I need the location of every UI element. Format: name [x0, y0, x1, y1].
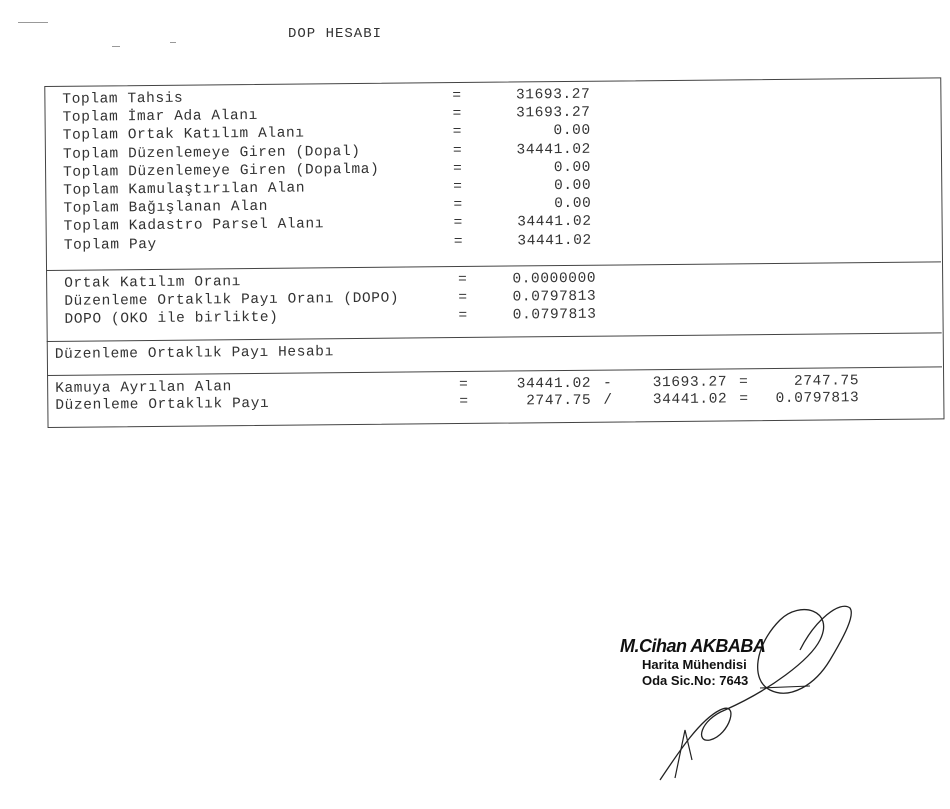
equals-sign: =	[459, 376, 469, 394]
row-label: Toplam Bağışlanan Alan	[63, 199, 269, 218]
row-value: 0.0797813	[512, 306, 597, 324]
engineer-title: Harita Mühendisi	[642, 657, 747, 672]
equals-sign: =	[739, 391, 749, 408]
totals-section	[44, 49, 942, 254]
row-value: 34441.02	[516, 141, 591, 159]
row-label: Düzenleme Ortaklık Payı	[55, 395, 270, 414]
scan-speck	[170, 42, 176, 43]
row-label: Toplam İmar Ada Alanı	[62, 108, 258, 127]
row-label: Toplam Pay	[63, 236, 157, 254]
result: 0.0797813	[775, 390, 860, 407]
row-value: 34441.02	[517, 214, 592, 231]
calculation-table	[44, 49, 945, 426]
equals-sign: =	[453, 197, 463, 214]
row-value: 0.0797813	[512, 288, 597, 306]
row-label: Toplam Kamulaştırılan Alan	[63, 180, 306, 199]
equals-sign: =	[458, 289, 468, 307]
row-label: Toplam Tahsis	[62, 90, 184, 108]
operator: /	[603, 392, 613, 409]
operand-a: 2747.75	[526, 392, 592, 410]
row-value: 34441.02	[517, 232, 592, 250]
row-label: Toplam Kadastro Parsel Alanı	[63, 216, 325, 236]
equals-sign: =	[453, 160, 463, 177]
row-value: 0.00	[553, 123, 591, 140]
row-value: 0.00	[553, 159, 592, 176]
row-label: Ortak Katılım Oranı	[64, 274, 241, 292]
equals-sign: =	[453, 233, 464, 250]
operator: -	[603, 375, 613, 392]
scan-speck	[112, 46, 120, 47]
row-value: 31693.27	[516, 104, 591, 122]
equals-sign: =	[452, 124, 463, 141]
equals-sign: =	[452, 87, 462, 105]
row-label: Toplam Düzenlemeye Giren (Dopalma)	[63, 161, 380, 181]
engineer-name: M.Cihan AKBABA	[620, 636, 766, 656]
equals-sign: =	[739, 374, 749, 391]
scan-speck	[18, 22, 48, 23]
page-title: DOP HESABI	[288, 26, 383, 42]
row-label: DOPO (OKO ile birlikte)	[64, 309, 279, 328]
row-label: Toplam Ortak Katılım Alanı	[62, 125, 305, 145]
operand-b: 34441.02	[652, 391, 728, 409]
signature-block	[620, 636, 765, 689]
operand-a: 34441.02	[516, 375, 592, 393]
row-value: 0.00	[553, 177, 592, 195]
row-label: Toplam Düzenlemeye Giren (Dopal)	[62, 143, 361, 163]
equals-sign: =	[453, 178, 463, 196]
row-label: Kamuya Ayrılan Alan	[55, 379, 232, 397]
registration-number: Oda Sic.No: 7643	[642, 673, 749, 688]
equals-sign: =	[459, 393, 469, 411]
section-heading: Düzenleme Ortaklık Payı Hesabı	[54, 344, 334, 363]
row-value: 0.00	[554, 195, 592, 213]
row-value: 0.0000000	[512, 270, 597, 288]
equals-sign: =	[452, 142, 463, 159]
equals-sign: =	[452, 106, 462, 123]
signature-scribble	[640, 600, 870, 800]
equals-sign: =	[458, 271, 468, 289]
equals-sign: =	[458, 307, 468, 325]
operand-b: 31693.27	[652, 374, 728, 392]
row-value: 31693.27	[515, 86, 591, 104]
result: 2747.75	[793, 373, 860, 390]
equals-sign: =	[453, 215, 463, 232]
row-label: Düzenleme Ortaklık Payı Oranı (DOPO)	[64, 290, 400, 310]
